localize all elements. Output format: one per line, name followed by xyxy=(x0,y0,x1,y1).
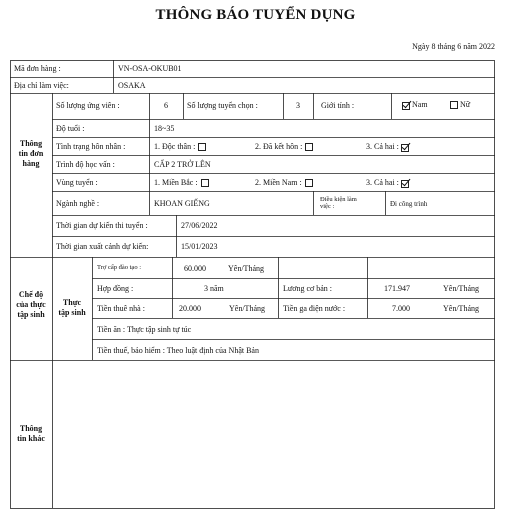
base-salary-value: 171.947 xyxy=(384,284,410,293)
region-option-both-label: 3. Cả hai : xyxy=(366,178,399,187)
marital-option-both[interactable] xyxy=(366,142,411,152)
section-other-label-2: tin khác xyxy=(17,434,45,443)
rent-unit: Yên/Tháng xyxy=(229,304,265,313)
checkbox-checked-icon[interactable] xyxy=(401,143,411,152)
training-allowance-label: Trợ cấp đào tạo : xyxy=(97,264,141,271)
exam-date-label: Thời gian dự kiến thi tuyển : xyxy=(56,221,148,230)
rent-label: Tiền thuê nhà : xyxy=(97,304,145,313)
contract-value: 3 năm xyxy=(204,284,224,293)
checkbox-checked-icon[interactable] xyxy=(402,101,412,110)
checkbox-empty-icon[interactable] xyxy=(305,179,313,187)
marital-option-single[interactable] xyxy=(154,142,208,152)
section-order-info-label-3: hàng xyxy=(22,159,40,168)
marital-option-married[interactable] xyxy=(255,142,315,152)
departure-date-label: Thời gian xuất cảnh dự kiến: xyxy=(56,242,149,251)
section-order-info-label-1: Thông xyxy=(19,139,43,148)
work-condition-label-1: Điều kiện làm xyxy=(320,196,357,203)
region-option-both[interactable] xyxy=(366,178,411,188)
marital-option-married-label: 2. Đã kết hôn : xyxy=(255,142,303,151)
gender-female-option[interactable] xyxy=(447,100,470,110)
job-value: KHOAN GIẾNG xyxy=(154,199,210,208)
gender-female-label: Nữ xyxy=(460,100,471,109)
training-allowance-unit: Yên/Tháng xyxy=(228,264,264,273)
document-title: THÔNG BÁO TUYỂN DỤNG xyxy=(155,7,356,23)
utilities-label: Tiền ga điện nước : xyxy=(283,304,346,313)
contract-label: Hợp đồng : xyxy=(97,284,134,293)
checkbox-empty-icon[interactable] xyxy=(450,101,458,109)
education-value: CẤP 2 TRỞ LÊN xyxy=(154,160,211,169)
selected-label: Số lượng tuyển chọn : xyxy=(187,101,258,110)
marital-label: Tình trạng hôn nhân : xyxy=(56,142,126,151)
section-other-label-1: Thông xyxy=(19,424,43,433)
section-intern-label-2: tập sinh xyxy=(58,308,86,317)
section-benefits-label-3: tập sinh xyxy=(17,310,45,319)
region-option-south[interactable] xyxy=(255,178,315,188)
age-value: 18~35 xyxy=(154,124,175,133)
gender-male-label: Nam xyxy=(412,100,428,109)
work-condition-label-2: việc : xyxy=(320,203,335,210)
meals-text: Tiền ăn : Thực tập sinh tự túc xyxy=(97,325,192,334)
section-intern-label-1: Thực xyxy=(62,298,82,307)
education-label: Trình độ học vấn : xyxy=(56,160,115,169)
section-benefits-label-2: của thực xyxy=(16,300,46,309)
checkbox-checked-icon[interactable] xyxy=(401,179,411,188)
workplace-label: Địa chỉ làm việc: xyxy=(14,81,69,90)
departure-date-value: 15/01/2023 xyxy=(181,242,218,251)
gender-male-option[interactable] xyxy=(400,100,428,110)
applicants-value: 6 xyxy=(164,101,168,110)
checkbox-empty-icon[interactable] xyxy=(198,143,206,151)
region-option-north-label: 1. Miền Bắc : xyxy=(154,178,198,187)
checkbox-empty-icon[interactable] xyxy=(305,143,313,151)
region-label: Vùng tuyển : xyxy=(56,178,98,187)
marital-option-single-label: 1. Độc thân : xyxy=(154,142,196,151)
rent-value: 20.000 xyxy=(179,304,201,313)
tax-insurance-text: Tiền thuế, bảo hiểm : Theo luật định của Nhật Bản xyxy=(97,346,259,355)
exam-date-value: 27/06/2022 xyxy=(181,221,218,230)
training-allowance-value: 60.000 xyxy=(184,264,206,273)
selected-value: 3 xyxy=(296,101,300,110)
base-salary-unit: Yên/Tháng xyxy=(443,284,479,293)
section-order-info-label-2: tin đơn xyxy=(18,149,44,158)
age-label: Độ tuổi : xyxy=(56,124,85,133)
region-option-north[interactable] xyxy=(154,178,211,188)
section-benefits-label-1: Chế độ xyxy=(18,290,44,299)
applicants-label: Số lượng ứng viên : xyxy=(56,101,120,110)
marital-option-both-label: 3. Cả hai : xyxy=(366,142,399,151)
base-salary-label: Lương cơ bản : xyxy=(283,284,333,293)
other-info-area[interactable] xyxy=(53,361,494,508)
checkbox-empty-icon[interactable] xyxy=(201,179,209,187)
work-condition-value: Đi công trình xyxy=(390,200,428,208)
region-option-south-label: 2. Miền Nam : xyxy=(255,178,302,187)
order-code-label: Mã đơn hàng : xyxy=(14,64,61,73)
document-date: Ngày 8 tháng 6 năm 2022 xyxy=(412,42,495,51)
gender-label: Giới tính : xyxy=(321,101,355,110)
utilities-unit: Yên/Tháng xyxy=(443,304,479,313)
order-code-value: VN-OSA-OKUB01 xyxy=(118,64,182,73)
job-label: Ngành nghề : xyxy=(56,199,100,208)
workplace-value: OSAKA xyxy=(118,81,146,90)
utilities-value: 7.000 xyxy=(392,304,410,313)
